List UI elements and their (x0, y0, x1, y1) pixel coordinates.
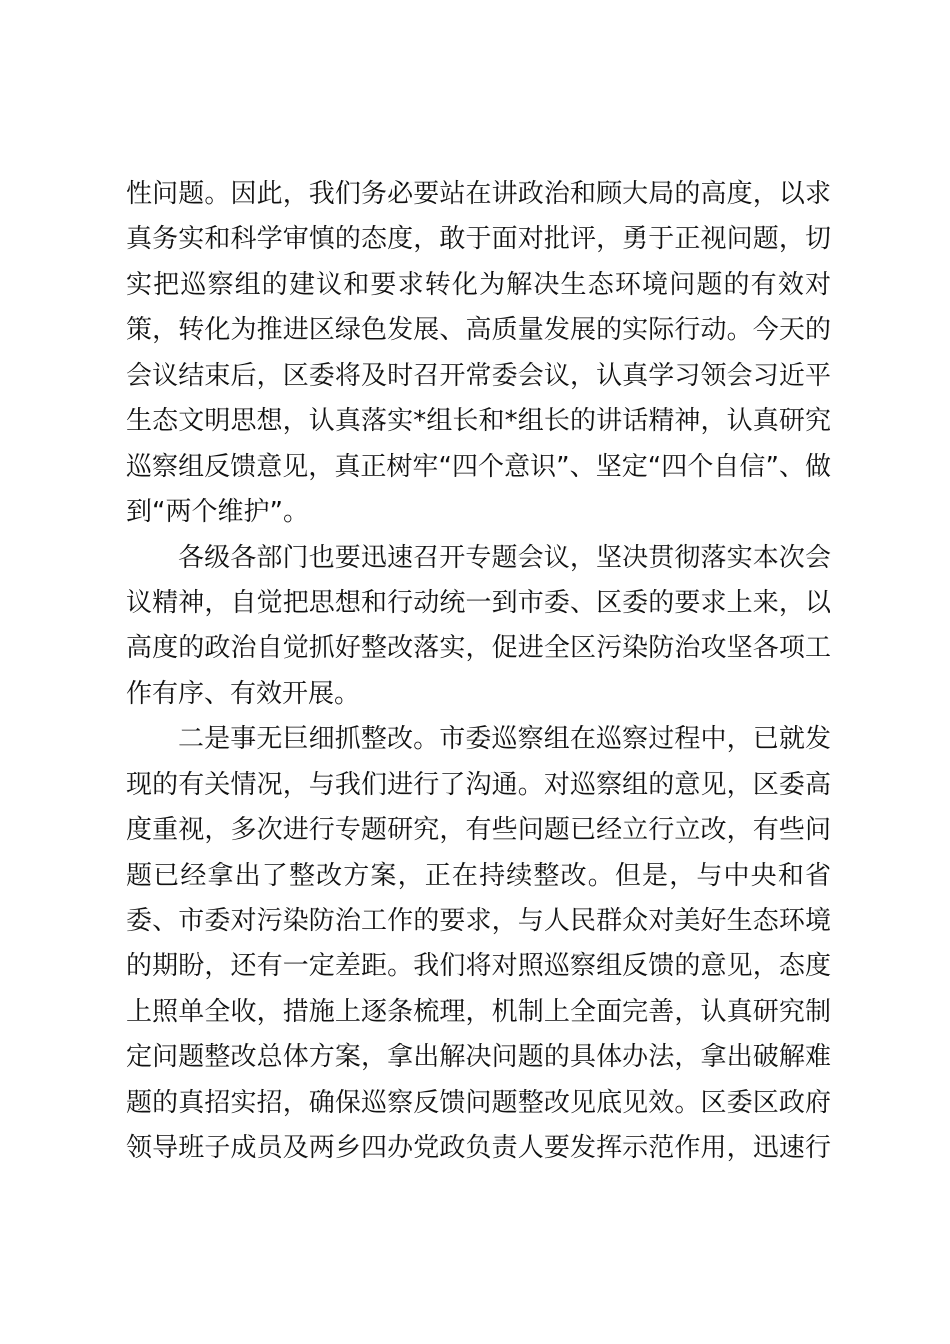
text-line: 委、市委对污染防治工作的要求，与人民群众对美好生态环境 (126, 906, 831, 936)
text-line: 巡察组反馈意见，真正树牢“四个意识”、坚定“四个自信”、做 (126, 451, 831, 482)
text-line: 题的真招实招，确保巡察反馈问题整改见底见效。区委区政府 (126, 1087, 831, 1118)
paragraph-1 (126, 172, 831, 536)
text-line: 到“两个维护”。 (126, 497, 309, 528)
text-line: 实把巡察组的建议和要求转化为解决生态环境问题的有效对 (126, 269, 831, 300)
text-line: 策，转化为推进区绿色发展、高质量发展的实际行动。今天的 (126, 315, 831, 346)
paragraph-2 (126, 536, 831, 718)
text-line: 作有序、有效开展。 (126, 678, 361, 709)
text-line: 定问题整改总体方案，拿出解决问题的具体办法，拿出破解难 (126, 1042, 831, 1073)
text-line: 会议结束后，区委将及时召开常委会议，认真学习领会习近平 (126, 360, 831, 391)
text-line: 各级各部门也要迅速召开专题会议，坚决贯彻落实本次会 (178, 542, 831, 573)
text-line: 的期盼，还有一定差距。我们将对照巡察组反馈的意见，态度 (126, 951, 831, 982)
text-line: 议精神，自觉把思想和行动统一到市委、区委的要求上来，以 (126, 587, 831, 618)
text-line: 真务实和科学审慎的态度，敢于面对批评，勇于正视问题，切 (126, 224, 831, 255)
text-line: 领导班子成员及两乡四办党政负责人要发挥示范作用，迅速行 (126, 1133, 831, 1164)
text-line: 题已经拿出了整改方案，正在持续整改。但是，与中央和省 (126, 860, 831, 891)
paragraph-3 (126, 717, 831, 1171)
body-text (126, 172, 831, 1172)
text-line: 现的有关情况，与我们进行了沟通。对巡察组的意见，区委高 (126, 769, 831, 800)
text-line: 性问题。因此，我们务必要站在讲政治和顾大局的高度，以求 (126, 179, 831, 209)
text-line: 二是事无巨细抓整改。市委巡察组在巡察过程中，已就发 (178, 724, 831, 755)
text-line: 生态文明思想，认真落实*组长和*组长的讲话精神，认真研究 (126, 406, 831, 437)
text-line: 度重视，多次进行专题研究，有些问题已经立行立改，有些问 (126, 815, 831, 846)
text-line: 高度的政治自觉抓好整改落实，促进全区污染防治攻坚各项工 (126, 633, 831, 664)
text-line: 上照单全收，措施上逐条梳理，机制上全面完善，认真研究制 (126, 996, 831, 1027)
